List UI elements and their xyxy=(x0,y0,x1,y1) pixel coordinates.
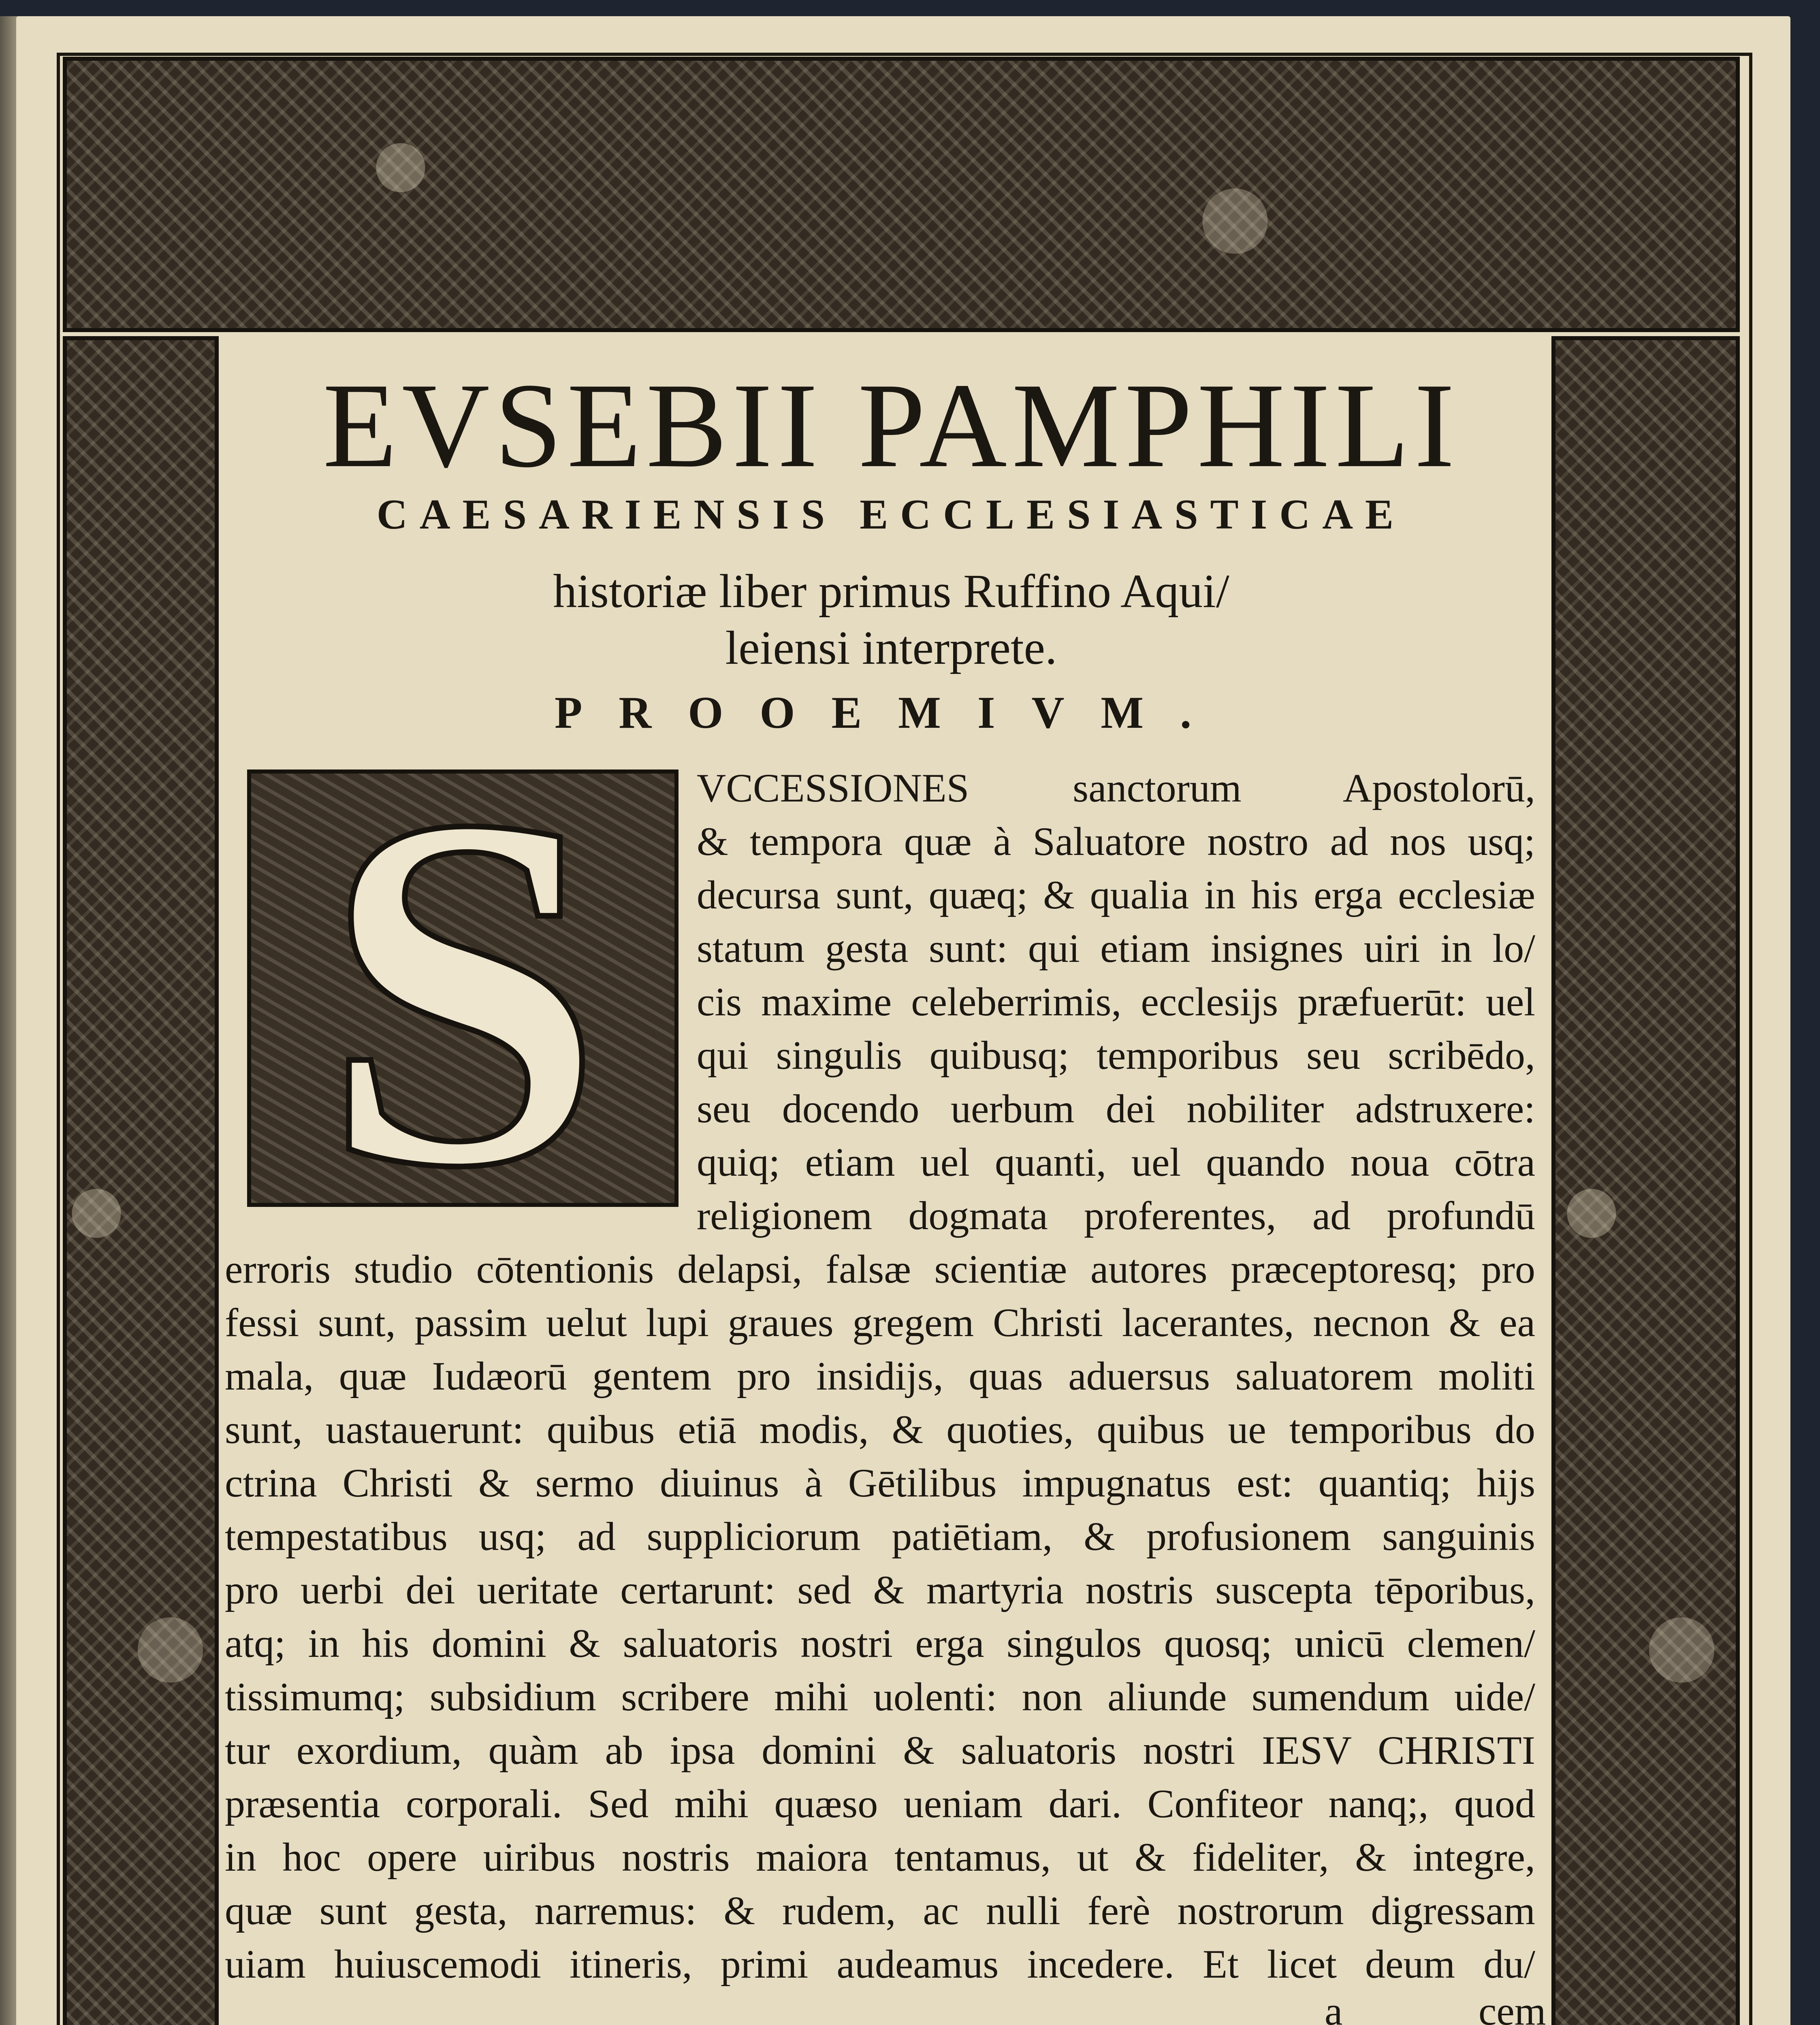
text-line: decursa sunt, quæq; & qualia in his erga ecclesiæ xyxy=(697,872,1535,917)
text-line: atq; in his domini & saluatoris nostri erga singulos quosq; unicū clemen/ xyxy=(225,1621,1535,1666)
text-line: religionem dogmata proferentes, ad profundū xyxy=(697,1193,1535,1238)
text-line: tempestatibus usq; ad suppliciorum patiētiam, & profusionem sanguinis xyxy=(225,1514,1535,1559)
text-line: sunt, uastauerunt: quibus etiā modis, & quoties, quibus ue temporibus do xyxy=(225,1407,1535,1452)
text-line: tissimumq; subsidium scribere mihi uolenti: non aliunde sumendum uide/ xyxy=(225,1674,1535,1719)
text-line: pro uerbi dei ueritate certarunt: sed & martyria nostris suscepta tēporibus, xyxy=(225,1567,1535,1612)
text-line: mala, quæ Iudæorū gentem pro insidijs, quas aduersus saluatorem moliti xyxy=(225,1354,1535,1398)
text-line: statum gesta sunt: qui etiam insignes uiri in lo/ xyxy=(697,926,1535,971)
text-line: VCCESSIONES sanctorum Apostolorū, xyxy=(697,765,1535,810)
text-line: cis maxime celeberrimis, ecclesijs præfuerūt: uel xyxy=(697,979,1535,1024)
text-line: fessi sunt, passim uelut lupi graues gregem Christi lacerantes, necnon & ea xyxy=(225,1300,1535,1345)
initial-letter: S xyxy=(322,711,604,1271)
text-line: seu docendo uerbum dei nobiliter adstruxere: xyxy=(697,1086,1535,1131)
text-line: quæ sunt gesta, narremus: & rudem, ac nulli ferè nostrorum digressam xyxy=(225,1888,1535,1933)
decorated-initial xyxy=(247,711,678,1271)
text-line: quiq; etiam uel quanti, uel quando noua cōtra xyxy=(697,1140,1535,1185)
right-woodcut-border xyxy=(1551,336,1740,2025)
text-line: tur exordium, quàm ab ipsa domini & saluatoris nostri IESV CHRISTI xyxy=(225,1728,1535,1773)
text-line: & tempora quæ à Saluatore nostro ad nos usq; xyxy=(697,819,1535,864)
catchword: cem xyxy=(1479,1989,1546,2025)
page-title: EVSEBII PAMPHILI xyxy=(322,358,1460,492)
signature-mark: a xyxy=(1325,1989,1343,2025)
text-line: erroris studio cōtentionis delapsi, falsæ scientiæ autores præceptoresq; pro xyxy=(225,1247,1535,1292)
subtitle-line: leiensi interprete. xyxy=(725,621,1057,674)
top-woodcut-border xyxy=(63,57,1740,332)
section-heading: PROOEMIVM. xyxy=(554,688,1228,738)
page-subtitle: CAESARIENSIS ECCLESIASTICAE xyxy=(376,490,1406,538)
text-line: qui singulis quibusq; temporibus seu scribēdo, xyxy=(697,1033,1535,1078)
subtitle-line: historiæ liber primus Ruffino Aqui/ xyxy=(553,565,1229,618)
text-line: ctrina Christi & sermo diuinus à Gētilibus impugnatus est: quantiq; hijs xyxy=(225,1460,1535,1505)
left-woodcut-border xyxy=(63,336,219,2025)
text-line: uiam huiuscemodi itineris, primi audeamus incedere. Et licet deum du/ xyxy=(225,1942,1535,1987)
text-line: in hoc opere uiribus nostris maiora tentamus, ut & fideliter, & integre, xyxy=(225,1835,1535,1880)
text-line: præsentia corporali. Sed mihi quæso ueniam dari. Confiteor nanq;, quod xyxy=(225,1781,1535,1826)
